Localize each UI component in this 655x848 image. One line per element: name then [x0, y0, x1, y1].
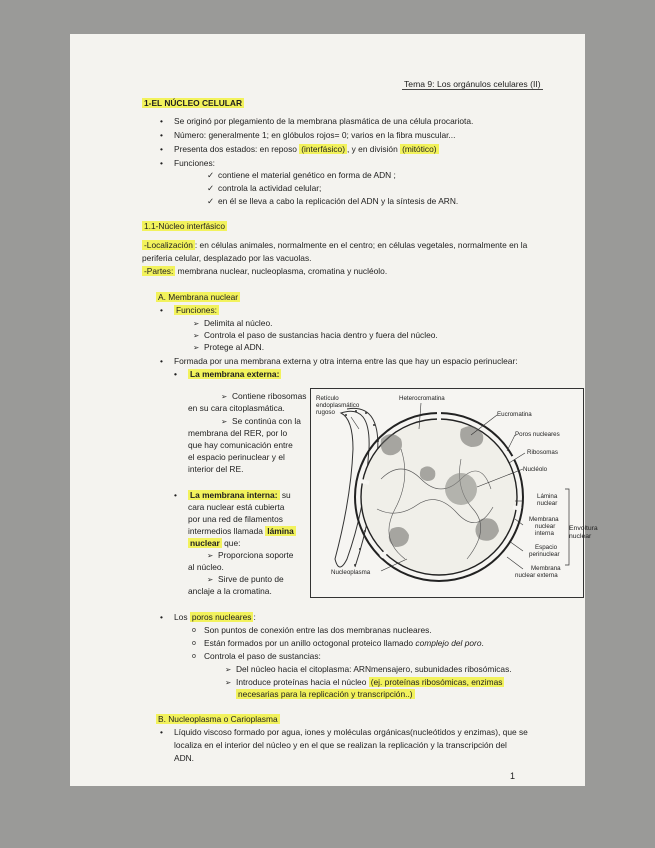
list-item: o Son puntos de conexión entre las dos membranas nucleares. — [204, 625, 432, 636]
label-nucleoplasma: Nucleoplasma — [331, 569, 371, 576]
list-item: o Controla el paso de sustancias: — [204, 651, 321, 662]
list-item: • Presenta dos estados: en reposo (interfásico) , y en división (mitótico) — [174, 144, 439, 155]
label-espacio-2: perinuclear — [529, 551, 560, 558]
label-nucleolo: Nucléolo — [523, 466, 548, 473]
paragraph: -Localización : en células animales, normalmente en el centro; en células vegetales, normalmente en la — [144, 240, 528, 250]
list-item: • Número: generalmente 1; en glóbulos rojos= 0; varios en la fibra muscular... — [174, 130, 455, 141]
label-rugoso: rugoso — [316, 409, 335, 416]
section-title: 1.1-Núcleo interfásico — [144, 221, 225, 231]
list-item: ➢ Proporciona soporte — [218, 550, 293, 561]
label-membrana-interna: Membrana — [529, 516, 559, 523]
label-lamina-2: nuclear — [537, 500, 558, 507]
list-item: ✓ en él se lleva a cabo la replicación del ADN y la síntesis de ARN. — [218, 196, 458, 207]
list-item: • Líquido viscoso formado por agua, iones y moléculas orgánicas(nucleótidos y enzimas), que se — [174, 727, 528, 738]
list-item: • Formada por una membrana externa y otra interna entre las que hay un espacio perinuclear: — [174, 356, 518, 367]
list-item: ✓ contiene el material genético en forma de ADN ; — [218, 170, 396, 181]
label-heterocromatina: Heterocromatina — [399, 395, 445, 402]
list-item: ➢ Introduce proteínas hacia el núcleo (ej. proteínas ribosómicas, enzimas — [236, 677, 504, 688]
page-number: 1 — [510, 771, 516, 781]
paragraph: necesarias para la replicación y transcripción..) — [238, 689, 413, 699]
paragraph: en su cara citoplasmática. — [188, 403, 285, 413]
list-item: • La membrana externa: — [188, 369, 281, 380]
label-envoltura: Envoltura — [569, 525, 598, 532]
paragraph: nuclear que: — [190, 538, 241, 548]
document-page — [70, 34, 598, 786]
label-ribosomas: Ribosomas — [527, 449, 558, 456]
nucleus-diagram — [310, 388, 598, 598]
paragraph: membrana del RER, por lo — [188, 428, 288, 438]
paragraph: localiza en el interior del núcleo y en el que se realizan la replicación y la transcripción del — [174, 740, 507, 750]
list-item: • Funciones: — [174, 305, 219, 316]
list-item: ➢ Delimita al núcleo. — [204, 318, 272, 329]
paragraph: que hay comunicación entre — [188, 440, 293, 450]
label-espacio: Espacio — [535, 544, 558, 551]
paragraph: -Partes: membrana nuclear, nucleoplasma, cromatina y nucléolo. — [144, 266, 388, 276]
list-item: ➢ Controla el paso de sustancias hacia dentro y fuera del núcleo. — [204, 330, 438, 341]
list-item: • Los poros nucleares : — [174, 612, 256, 623]
topic-title: Tema 9: Los orgánulos celulares (II) — [404, 79, 541, 89]
label-lamina: Lámina — [537, 493, 558, 500]
label-membrana-interna-2: nuclear — [535, 523, 556, 530]
section-title: A. Membrana nuclear — [158, 292, 239, 302]
list-item: ✓ controla la actividad celular; — [218, 183, 321, 194]
nucleolus — [445, 473, 477, 505]
label-membrana-externa-2: nuclear externa — [515, 572, 558, 579]
paragraph: por una red de filamentos — [188, 514, 283, 524]
label-eucromatina: Eucromatina — [497, 411, 532, 418]
label-membrana-externa: Membrana — [531, 565, 561, 572]
paragraph: intermedios llamada lámina — [188, 526, 294, 536]
section-title: B. Nucleoplasma o Carioplasma — [158, 714, 278, 724]
list-item: • Funciones: — [174, 158, 215, 169]
list-item: ➢ Protege al ADN. — [204, 342, 264, 353]
section-title: 1-EL NÚCLEO CELULAR — [144, 98, 243, 108]
paragraph: el espacio perinuclear y el — [188, 452, 285, 462]
paragraph: anclaje a la cromatina. — [188, 586, 272, 596]
paragraph: interior del RE. — [188, 464, 244, 474]
paragraph: ADN. — [174, 753, 195, 763]
label-endoplasmico: endoplasmático — [316, 402, 360, 409]
paragraph: periferia celular, desplazado por las vacuolas. — [142, 253, 312, 263]
label-envoltura-2: nuclear — [569, 533, 592, 540]
label-membrana-interna-3: interna — [535, 530, 554, 537]
list-item: ➢ Sirve de punto de — [218, 574, 284, 585]
label-poros: Poros nucleares — [515, 431, 560, 438]
list-item: ➢ Contiene ribosomas — [232, 391, 306, 402]
paragraph: cara nuclear está cubierta — [188, 502, 285, 512]
list-item: o Están formados por un anillo octogonal proteico llamado complejo del poro. — [204, 638, 484, 649]
paragraph: al núcleo. — [188, 562, 224, 572]
list-item: • La membrana interna: su — [188, 490, 291, 501]
list-item: • Se originó por plegamiento de la membrana plasmática de una célula procariota. — [174, 116, 473, 127]
label-reticulo: Retículo — [316, 395, 339, 402]
list-item: ➢ Se continúa con la — [232, 416, 301, 427]
list-item: ➢ Del núcleo hacia el citoplasma: ARNmensajero, subunidades ribosómicas. — [236, 664, 512, 675]
